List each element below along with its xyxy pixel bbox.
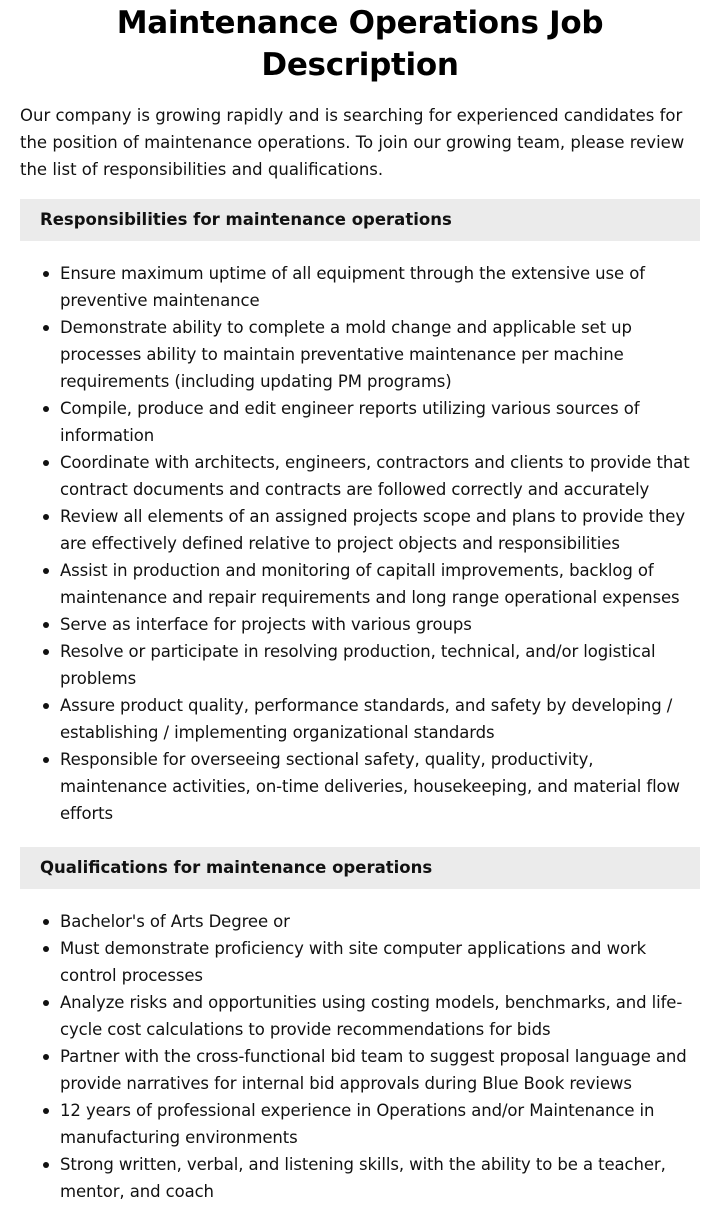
responsibility-item: Compile, produce and edit engineer reports utilizing various sources of information <box>60 395 700 449</box>
qualifications-heading: Qualifications for maintenance operations <box>20 847 700 889</box>
responsibility-item: Coordinate with architects, engineers, contractors and clients to provide that contract documents and contracts are followed correctly and accurately <box>60 449 700 503</box>
qualification-item: Must demonstrate proficiency with site computer applications and work control processes <box>60 935 700 989</box>
responsibility-item: Serve as interface for projects with various groups <box>60 611 700 638</box>
responsibility-item: Resolve or participate in resolving production, technical, and/or logistical problems <box>60 638 700 692</box>
responsibility-item: Assure product quality, performance standards, and safety by developing / establishing / implementing organizational standards <box>60 692 700 746</box>
qualification-item: Analyze risks and opportunities using costing models, benchmarks, and life-cycle cost calculations to provide recommendations for bids <box>60 989 700 1043</box>
responsibility-item: Ensure maximum uptime of all equipment through the extensive use of preventive maintenance <box>60 260 700 314</box>
qualification-item: 12 years of professional experience in Operations and/or Maintenance in manufacturing environments <box>60 1097 700 1151</box>
responsibilities-heading: Responsibilities for maintenance operations <box>20 199 700 241</box>
responsibilities-list <box>20 260 700 827</box>
page-title: Maintenance Operations Job Description <box>116 5 604 83</box>
qualification-item: Bachelor's of Arts Degree or <box>60 908 700 935</box>
qualification-item: Strong written, verbal, and listening skills, with the ability to be a teacher, mentor, and coach <box>60 1151 700 1205</box>
responsibility-item: Responsible for overseeing sectional safety, quality, productivity, maintenance activities, on-time deliveries, housekeeping, and material flow efforts <box>60 746 700 827</box>
qualifications-list <box>20 908 700 1205</box>
responsibility-item: Assist in production and monitoring of capitall improvements, backlog of maintenance and repair requirements and long range operational expenses <box>60 557 700 611</box>
intro-paragraph: Our company is growing rapidly and is searching for experienced candidates for the position of maintenance operations. To join our growing team, please review the list of responsibilities and qualifications. <box>20 106 685 179</box>
responsibility-item: Review all elements of an assigned projects scope and plans to provide they are effectively defined relative to project objects and responsibilities <box>60 503 700 557</box>
responsibility-item: Demonstrate ability to complete a mold change and applicable set up processes ability to maintain preventative maintenance per machine requirements (including updating PM programs) <box>60 314 700 395</box>
qualification-item: Partner with the cross-functional bid team to suggest proposal language and provide narratives for internal bid approvals during Blue Book reviews <box>60 1043 700 1097</box>
